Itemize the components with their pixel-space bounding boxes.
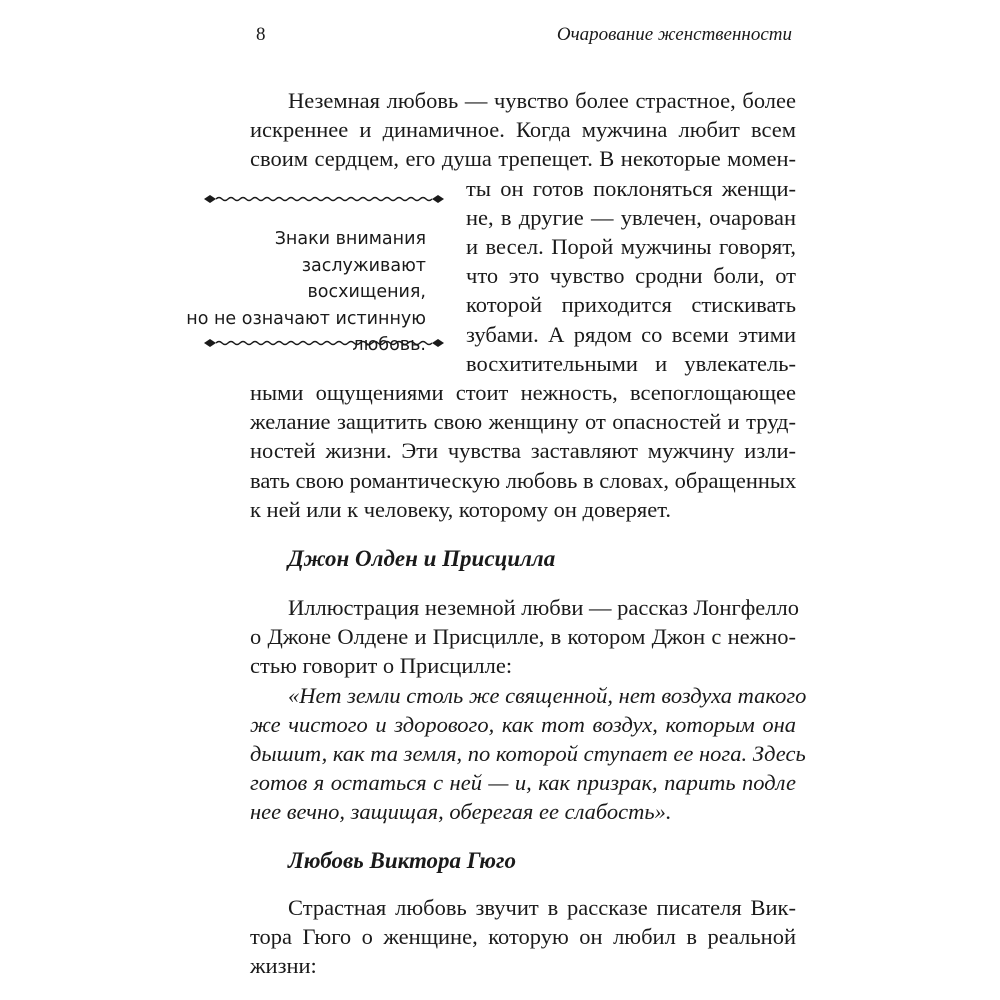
paragraph-1-top [250, 86, 796, 174]
section-1-quote [250, 681, 807, 827]
page-header [252, 24, 792, 54]
pull-quote-box [186, 190, 448, 355]
text-line: которой приходится стискивать [466, 292, 796, 318]
text-line: о Джоне Олдене и Присцилле, в котором Джон с нежно- [250, 624, 796, 650]
text-line: и весел. Порой мужчины говорят, [466, 234, 796, 259]
text-line: Неземная любовь — чувство более страстное, более [288, 88, 796, 113]
page-number: 8 [256, 24, 266, 45]
text-line: Страстная любовь звучит в рассказе писателя Вик- [288, 895, 796, 920]
text-line: дышит, как та земля, по которой ступает ее нога. Здесь [250, 741, 806, 766]
text-line: тора Гюго о женщине, которую он любил в реальной [250, 924, 796, 950]
paragraph-1-bottom [250, 378, 796, 524]
pull-quote-line: заслуживают восхищения, [301, 255, 426, 302]
text-line: жизни: [250, 953, 317, 979]
text-line: своим сердцем, его душа трепещет. В некоторые момен- [250, 146, 796, 172]
text-line: же чистого и здорового, как тот воздух, которым она [250, 711, 796, 737]
text-line: ностей жизни. Эти чувства заставляют мужчину изли- [250, 438, 796, 464]
pull-quote-line: но не означают истинную [186, 308, 426, 329]
text-line: готов я остаться с ней — и, как призрак, парить подле [250, 770, 796, 796]
text-line: нее вечно, защищая, оберегая ее слабость». [250, 799, 672, 825]
text-line: восхитительными и увлекатель- [466, 350, 796, 376]
text-line: что это чувство сродни боли, от [466, 263, 796, 289]
text-line: к ней или к человеку, которому он доверяет. [250, 496, 672, 522]
section-heading-alden: Джон Олден и Присцилла [288, 546, 556, 571]
text-line: зубами. А рядом со всеми этими [466, 321, 796, 347]
section-heading-hugo: Любовь Виктора Гюго [288, 848, 516, 873]
text-line: желание защитить свою женщину от опасностей и труд- [250, 409, 796, 435]
text-line: стью говорит о Присцилле: [250, 653, 513, 679]
pull-quote-line: любовь. [352, 335, 426, 355]
pull-quote-line: Знаки внимания [274, 229, 426, 249]
text-line: ты он готов поклоняться женщи- [466, 175, 796, 201]
text-line: вать свою романтическую любовь в словах, обращенных [250, 467, 797, 493]
running-title: Очарование женственности [556, 24, 792, 45]
text-line: ными ощущениями стоит нежность, всепоглощающее [250, 380, 796, 405]
text-line: не, в другие — увлечен, очарован [466, 204, 796, 230]
ornamental-rule-bottom [200, 336, 448, 350]
text-line: Иллюстрация неземной любви — рассказ Лонгфелло [288, 595, 799, 620]
section-1-intro [250, 593, 799, 681]
text-line: «Нет земли столь же священной, нет воздуха такого [288, 682, 807, 708]
text-line: искреннее и динамичное. Когда мужчина любит всем [250, 117, 796, 143]
section-2-intro [250, 893, 796, 981]
ornamental-rule-top [200, 192, 448, 206]
